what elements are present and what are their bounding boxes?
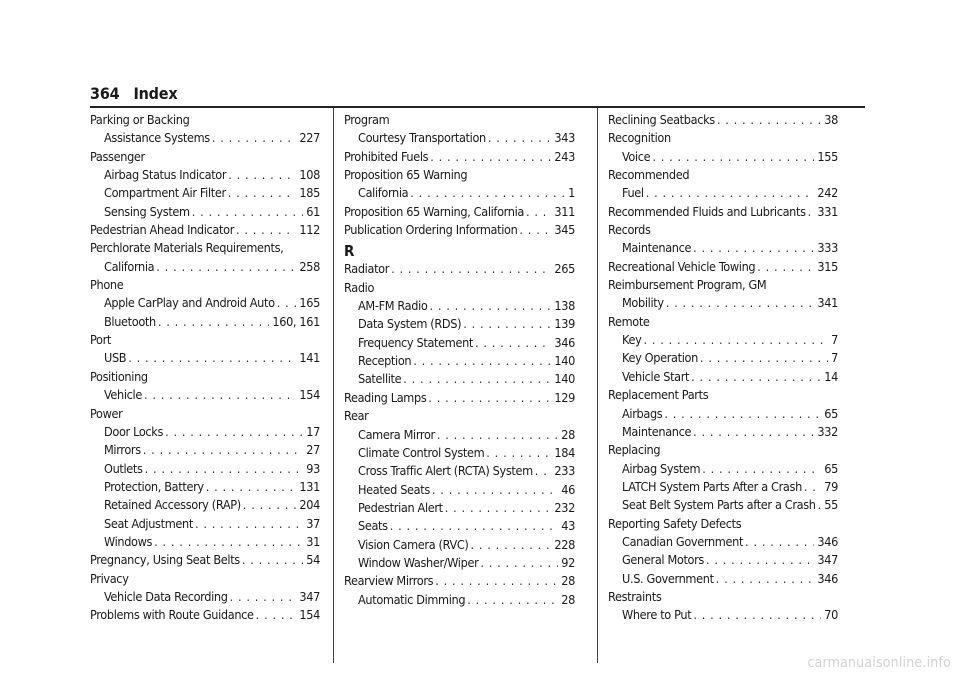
- dot-leader: [275, 294, 297, 312]
- entry-text: Rearview Mirrors: [344, 573, 434, 589]
- page-ref: 315: [817, 258, 838, 274]
- entry-text: Satellite: [358, 371, 402, 387]
- index-subentry: [344, 536, 575, 554]
- entry-text: Reception: [358, 353, 412, 369]
- page-ref: 343: [554, 130, 575, 146]
- index-subentry: [90, 496, 320, 514]
- dot-leader: [517, 221, 551, 239]
- page-title: Index: [133, 84, 178, 103]
- entry-text: Passenger: [90, 148, 145, 164]
- index-column-3: [608, 111, 838, 625]
- page-ref: 165: [299, 295, 320, 311]
- page-number: 364: [90, 84, 120, 103]
- dot-leader: [226, 166, 296, 184]
- index-entry: [344, 407, 575, 425]
- entry-text: Maintenance: [622, 240, 692, 256]
- page-ref: 331: [817, 203, 838, 219]
- page-ref: 139: [554, 316, 575, 332]
- dot-leader: [743, 533, 814, 551]
- index-subentry: [344, 554, 575, 572]
- page-ref: 28: [561, 591, 575, 607]
- page-ref: 43: [561, 518, 575, 534]
- index-subentry: [608, 496, 838, 514]
- entry-text: Pregnancy, Using Seat Belts: [90, 552, 240, 568]
- column-divider: [333, 108, 334, 663]
- entry-text: Mirrors: [104, 442, 141, 458]
- entry-text: Assistance Systems: [104, 130, 210, 146]
- entry-text: California: [358, 185, 409, 201]
- index-subentry: [608, 184, 838, 202]
- entry-text: General Motors: [622, 552, 704, 568]
- entry-text: Fuel: [622, 185, 644, 201]
- index-subentry: [344, 462, 575, 480]
- entry-text: Privacy: [90, 570, 129, 586]
- dot-leader: [533, 462, 552, 480]
- dot-leader: [644, 184, 815, 202]
- page-ref: 154: [299, 607, 320, 623]
- dot-leader: [234, 221, 296, 239]
- index-entry: [608, 203, 838, 221]
- index-subentry: [608, 239, 838, 257]
- page-ref: 311: [554, 203, 575, 219]
- page-ref: 243: [554, 148, 575, 164]
- dot-leader: [806, 203, 815, 221]
- dot-leader: [426, 389, 551, 407]
- dot-leader: [411, 352, 551, 370]
- index-column-1: [90, 111, 320, 625]
- index-entry: [608, 386, 838, 404]
- dot-leader: [193, 515, 303, 533]
- index-entry: [344, 279, 575, 297]
- page-ref: 155: [817, 148, 838, 164]
- index-subentry: [90, 184, 320, 202]
- index-subentry: [90, 460, 320, 478]
- index-subentry: [344, 334, 575, 352]
- dot-leader: [240, 551, 303, 569]
- section-letter: R: [344, 242, 355, 261]
- entry-text: Pedestrian Alert: [358, 499, 443, 515]
- index-subentry: [90, 313, 320, 331]
- entry-text: Rear: [344, 408, 369, 424]
- dot-leader: [704, 551, 814, 569]
- dot-leader: [226, 184, 297, 202]
- dot-leader: [428, 148, 551, 166]
- entry-text: Problems with Route Guidance: [90, 607, 254, 623]
- dot-leader: [691, 606, 821, 624]
- entry-text: Courtesy Transportation: [358, 130, 486, 146]
- entry-text: Radio: [344, 279, 375, 295]
- index-subentry: [608, 460, 838, 478]
- entry-text: Retained Accessory (RAP): [104, 497, 241, 513]
- index-subentry: [608, 294, 838, 312]
- page-ref: 70: [824, 607, 838, 623]
- watermark: carmanualsonline.info: [807, 655, 951, 671]
- page-ref: 17: [306, 423, 320, 439]
- page-ref: 38: [824, 112, 838, 127]
- entry-text: Reporting Safety Defects: [608, 515, 742, 531]
- index-entry: [608, 515, 838, 533]
- entry-text: Bluetooth: [104, 313, 156, 329]
- page-ref: 140: [554, 371, 575, 387]
- entry-text: Pedestrian Ahead Indicator: [90, 222, 234, 238]
- index-entry: [608, 441, 838, 459]
- page-ref: 7: [831, 332, 838, 348]
- page-ref: 345: [554, 222, 575, 238]
- index-entry: [608, 166, 838, 184]
- page-ref: 346: [817, 570, 838, 586]
- entry-text: Recreational Vehicle Towing: [608, 258, 756, 274]
- entry-text: AM-FM Radio: [358, 298, 428, 314]
- index-subentry: [608, 331, 838, 349]
- dot-leader: [210, 129, 297, 147]
- index-subentry: [608, 533, 838, 551]
- page-ref: 28: [561, 426, 575, 442]
- dot-leader: [435, 426, 558, 444]
- index-subentry: [344, 352, 575, 370]
- page-ref: 27: [306, 442, 320, 458]
- dot-leader: [430, 481, 558, 499]
- entry-text: U.S. Government: [622, 570, 714, 586]
- index-subentry: [608, 148, 838, 166]
- index-subentry: [90, 294, 320, 312]
- index-entry: [344, 572, 575, 590]
- index-subentry: [608, 368, 838, 386]
- entry-text: Restraints: [608, 588, 662, 604]
- entry-text: Recognition: [608, 130, 671, 146]
- entry-text: Reclining Seatbacks: [608, 112, 715, 127]
- index-entry: [90, 405, 320, 423]
- dot-leader: [190, 203, 304, 221]
- page-ref: 265: [554, 261, 575, 277]
- dot-leader: [465, 591, 558, 609]
- dot-leader: [254, 606, 297, 624]
- entry-text: Proposition 65 Warning: [344, 167, 468, 183]
- index-entry: [344, 166, 575, 184]
- dot-leader: [401, 370, 551, 388]
- dot-leader: [204, 478, 297, 496]
- entry-text: Phone: [90, 277, 124, 293]
- entry-text: Seat Adjustment: [104, 515, 193, 531]
- entry-text: Prohibited Fuels: [344, 148, 429, 164]
- index-entry: [90, 331, 320, 349]
- index-entry: [90, 221, 320, 239]
- entry-text: Proposition 65 Warning, California: [344, 203, 524, 219]
- index-entry: [344, 221, 575, 239]
- entry-text: Publication Ordering Information: [344, 222, 518, 238]
- entry-text: Parking or Backing: [90, 112, 190, 127]
- dot-leader: [478, 554, 558, 572]
- entry-text: Voice: [622, 148, 651, 164]
- entry-text: Camera Mirror: [358, 426, 435, 442]
- entry-text: Compartment Air Filter: [104, 185, 226, 201]
- index-subentry: [90, 478, 320, 496]
- entry-text: Sensing System: [104, 203, 190, 219]
- entry-text: Seat Belt System Parts after a Crash: [622, 497, 816, 513]
- entry-text: Apple CarPlay and Android Auto: [104, 295, 275, 311]
- index-subentry: [90, 129, 320, 147]
- entry-text: Recommended Fluids and Lubricants: [608, 203, 806, 219]
- index-entry: [608, 258, 838, 276]
- page-ref: 228: [554, 536, 575, 552]
- page-ref: 184: [554, 444, 575, 460]
- dot-leader: [802, 478, 821, 496]
- page-ref: 129: [554, 389, 575, 405]
- page-ref: 227: [299, 130, 320, 146]
- page-ref: 332: [817, 423, 838, 439]
- entry-text: Where to Put: [622, 607, 692, 623]
- index-entry: [90, 111, 320, 129]
- page-ref: 204: [299, 497, 320, 513]
- page-ref: 79: [824, 478, 838, 494]
- index-entry: [344, 148, 575, 166]
- index-subentry: [90, 423, 320, 441]
- dot-leader: [152, 533, 303, 551]
- entry-text: Maintenance: [622, 423, 692, 439]
- page-ref: 65: [824, 405, 838, 421]
- dot-leader: [443, 499, 552, 517]
- page-ref: 93: [306, 460, 320, 476]
- page-ref: 160, 161: [272, 313, 320, 329]
- index-subentry: [608, 606, 838, 624]
- dot-leader: [141, 441, 304, 459]
- entry-text: Key Operation: [622, 350, 698, 366]
- index-subentry: [608, 551, 838, 569]
- entry-text: Door Locks: [104, 423, 164, 439]
- page-ref: 242: [817, 185, 838, 201]
- index-subentry: [608, 570, 838, 588]
- dot-leader: [641, 331, 828, 349]
- entry-text: Reimbursement Program, GM: [608, 277, 767, 293]
- page-ref: 185: [299, 185, 320, 201]
- dot-leader: [241, 496, 297, 514]
- entry-text: USB: [104, 350, 127, 366]
- entry-text: Automatic Dimming: [358, 591, 466, 607]
- page-ref: 55: [824, 497, 838, 513]
- page-ref: 46: [561, 481, 575, 497]
- index-subentry: [90, 203, 320, 221]
- index-subentry: [90, 533, 320, 551]
- dot-leader: [524, 203, 551, 221]
- entry-text: Cross Traffic Alert (RCTA) System: [358, 463, 533, 479]
- index-subentry: [344, 517, 575, 535]
- dot-leader: [689, 368, 821, 386]
- entry-text: Positioning: [90, 368, 148, 384]
- entry-text: LATCH System Parts After a Crash: [622, 478, 802, 494]
- page-ref: 232: [554, 499, 575, 515]
- entry-text: Climate Control System: [358, 444, 485, 460]
- index-subentry: [90, 386, 320, 404]
- index-subentry: [344, 426, 575, 444]
- page-ref: 131: [299, 478, 320, 494]
- index-subentry: [344, 444, 575, 462]
- dot-leader: [427, 297, 551, 315]
- dot-leader: [228, 588, 297, 606]
- index-subentry: [344, 591, 575, 609]
- dot-leader: [156, 313, 270, 331]
- page-ref: 140: [554, 353, 575, 369]
- dot-leader: [468, 536, 551, 554]
- page-ref: 31: [306, 533, 320, 549]
- entry-text: Replacing: [608, 442, 661, 458]
- entry-text: Seats: [358, 518, 388, 534]
- index-entry: [344, 389, 575, 407]
- dot-leader: [700, 460, 821, 478]
- dot-leader: [714, 570, 815, 588]
- entry-text: Replacement Parts: [608, 387, 709, 403]
- index-subentry: [344, 129, 575, 147]
- entry-text: Radiator: [344, 261, 390, 277]
- dot-leader: [388, 517, 559, 535]
- index-entry: [608, 221, 838, 239]
- dot-leader: [755, 258, 814, 276]
- entry-text: Remote: [608, 313, 650, 329]
- index-subentry: [608, 349, 838, 367]
- page-ref: 108: [299, 167, 320, 183]
- index-column-2: [344, 111, 575, 609]
- dot-leader: [698, 349, 828, 367]
- dot-leader: [473, 334, 551, 352]
- page-ref: 92: [561, 554, 575, 570]
- entry-text: Recommended: [608, 167, 690, 183]
- entry-text: Vehicle Data Recording: [104, 588, 228, 604]
- index-entry: [608, 588, 838, 606]
- index-subentry: [344, 297, 575, 315]
- entry-text: Key: [622, 332, 642, 348]
- index-entry: [344, 260, 575, 278]
- index-subentry: [90, 441, 320, 459]
- page-ref: 65: [824, 460, 838, 476]
- index-subentry: [344, 184, 575, 202]
- dot-leader: [126, 349, 296, 367]
- entry-text: Reading Lamps: [344, 389, 427, 405]
- index-subentry: [344, 315, 575, 333]
- page-ref: 7: [831, 350, 838, 366]
- index-entry: [608, 129, 838, 147]
- dot-leader: [691, 239, 814, 257]
- index-entry: [90, 570, 320, 588]
- index-subentry: [344, 499, 575, 517]
- page-ref: 333: [817, 240, 838, 256]
- dot-leader: [433, 572, 558, 590]
- index-entry: [90, 276, 320, 294]
- page-ref: 346: [817, 533, 838, 549]
- page-ref: 154: [299, 387, 320, 403]
- index-subentry: [90, 258, 320, 276]
- index-entry: [90, 148, 320, 166]
- page-ref: 346: [554, 334, 575, 350]
- page-ref: 61: [306, 203, 320, 219]
- entry-text: Airbags: [622, 405, 663, 421]
- page-ref: 347: [817, 552, 838, 568]
- entry-text: Canadian Government: [622, 533, 744, 549]
- index-subentry: [608, 478, 838, 496]
- dot-leader: [486, 129, 552, 147]
- entry-text: Vision Camera (RVC): [358, 536, 469, 552]
- column-divider: [597, 108, 598, 663]
- index-entry: [90, 239, 320, 257]
- page-ref: 37: [306, 515, 320, 531]
- page-ref: 258: [299, 258, 320, 274]
- index-subentry: [90, 515, 320, 533]
- page-ref: 341: [817, 295, 838, 311]
- entry-text: Vehicle: [104, 387, 142, 403]
- page-header: [90, 84, 177, 103]
- entry-text: Vehicle Start: [622, 368, 690, 384]
- index-entry: [90, 606, 320, 624]
- entry-text: Windows: [104, 533, 153, 549]
- page-ref: 112: [299, 222, 320, 238]
- index-entry: [608, 276, 838, 294]
- index-entry: [608, 111, 838, 129]
- dot-leader: [650, 148, 814, 166]
- page-ref: 141: [299, 350, 320, 366]
- header-rule: [90, 106, 865, 108]
- entry-text: Program: [344, 112, 390, 127]
- entry-text: Port: [90, 332, 112, 348]
- page-ref: 1: [568, 185, 575, 201]
- index-subentry: [344, 481, 575, 499]
- dot-leader: [163, 423, 303, 441]
- page-ref: 138: [554, 298, 575, 314]
- dot-leader: [662, 405, 821, 423]
- index-subentry: [90, 349, 320, 367]
- entry-text: Protection, Battery: [104, 478, 204, 494]
- entry-text: Mobility: [622, 295, 664, 311]
- entry-text: Window Washer/Wiper: [358, 554, 479, 570]
- dot-leader: [142, 386, 296, 404]
- dot-leader: [664, 294, 815, 312]
- page-ref: 233: [554, 463, 575, 479]
- index-entry: [344, 111, 575, 129]
- dot-leader: [154, 258, 296, 276]
- page-ref: 347: [299, 588, 320, 604]
- entry-text: Airbag Status Indicator: [104, 167, 227, 183]
- entry-text: Perchlorate Materials Requirements,: [90, 240, 284, 256]
- index-subentry: [608, 423, 838, 441]
- dot-leader: [484, 444, 551, 462]
- index-entry: [344, 203, 575, 221]
- entry-text: California: [104, 258, 155, 274]
- dot-leader: [461, 315, 551, 333]
- page-ref: 28: [561, 573, 575, 589]
- index-entry: [90, 551, 320, 569]
- entry-text: Outlets: [104, 460, 143, 476]
- entry-text: Heated Seats: [358, 481, 430, 497]
- dot-leader: [691, 423, 814, 441]
- entry-text: Data System (RDS): [358, 316, 462, 332]
- entry-text: Airbag System: [622, 460, 701, 476]
- index-subentry: [90, 588, 320, 606]
- entry-text: Frequency Statement: [358, 334, 473, 350]
- dot-leader: [715, 111, 821, 129]
- page-ref: 14: [824, 368, 838, 384]
- index-entry: [90, 368, 320, 386]
- index-entry: [608, 313, 838, 331]
- page-ref: 54: [306, 552, 320, 568]
- entry-text: Power: [90, 405, 123, 421]
- dot-leader: [389, 260, 551, 278]
- index-subentry: [608, 405, 838, 423]
- index-subentry: [90, 166, 320, 184]
- index-subentry: [344, 370, 575, 388]
- dot-leader: [408, 184, 565, 202]
- entry-text: Records: [608, 222, 651, 238]
- dot-leader: [143, 460, 304, 478]
